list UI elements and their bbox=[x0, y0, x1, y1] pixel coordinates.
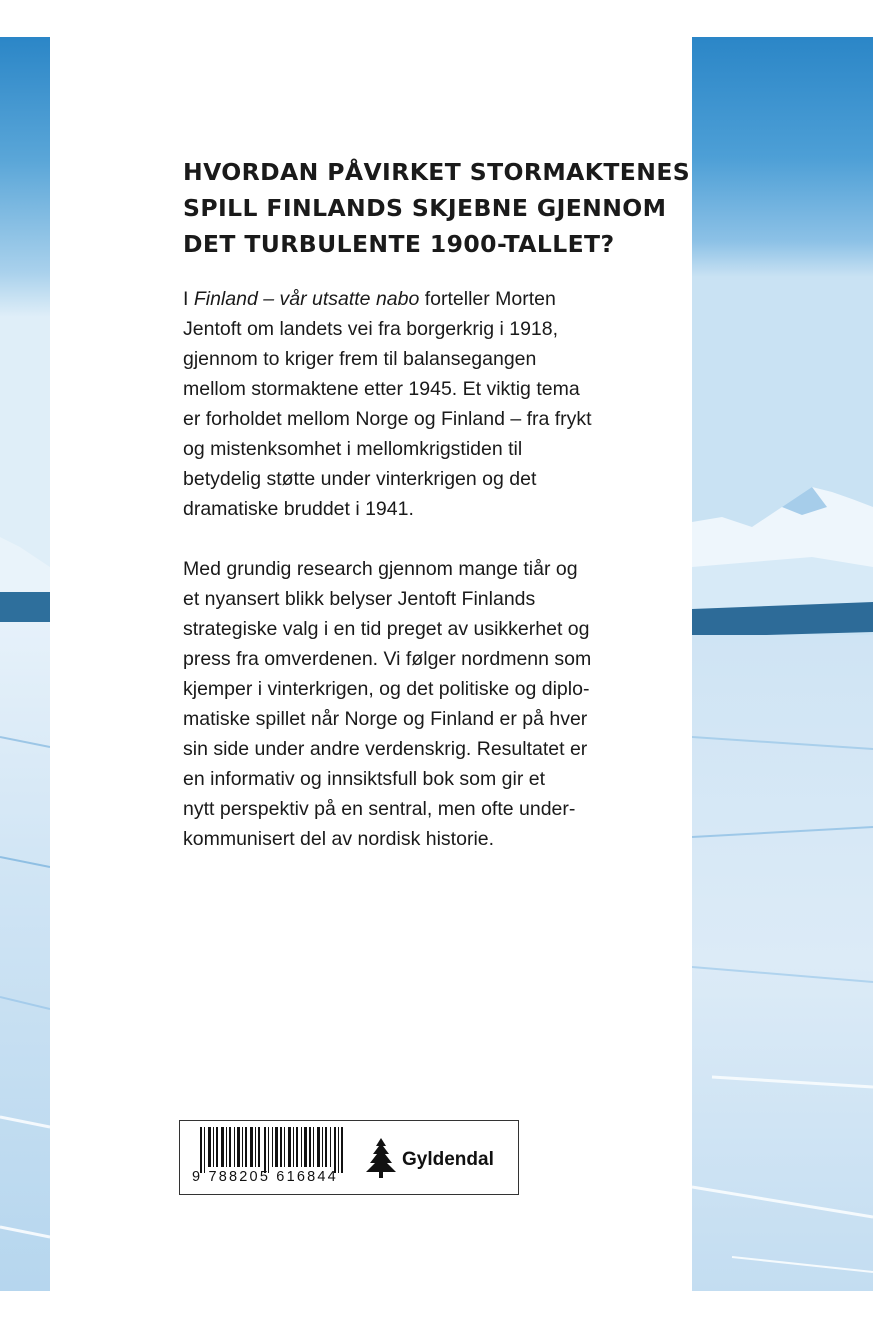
paragraph-line: betydelig støtte under vinterkrigen og det bbox=[183, 468, 537, 490]
headline-line: DET TURBULENTE 1900-TALLET? bbox=[183, 230, 615, 258]
isbn-number: 9 788205 616844 bbox=[192, 1169, 338, 1185]
line-prefix: I bbox=[183, 288, 194, 310]
paragraph-line: dramatiske bruddet i 1941. bbox=[183, 498, 414, 520]
paragraph-line: Jentoft om landets vei fra borgerkrig i 1918, bbox=[183, 318, 559, 340]
line-suffix: forteller Morten bbox=[419, 288, 556, 310]
paragraph-line: et nyansert blikk belyser Jentoft Finlands bbox=[183, 588, 536, 610]
paragraph-line: kjemper i vinterkrigen, og det politiske og diplo- bbox=[183, 678, 590, 700]
headline-line: HVORDAN PÅVIRKET STORMAKTENES bbox=[183, 158, 691, 186]
paragraph-line: nytt perspektiv på en sentral, men ofte under- bbox=[183, 798, 576, 820]
spruce-tree-icon bbox=[364, 1138, 398, 1178]
paragraph-line bbox=[183, 284, 653, 314]
headline-line: SPILL FINLANDS SKJEBNE GJENNOM bbox=[183, 194, 667, 222]
blurb-paragraph-2 bbox=[183, 554, 653, 854]
barcode-box bbox=[179, 1120, 519, 1195]
paragraph-line: er forholdet mellom Norge og Finland – fra frykt bbox=[183, 408, 592, 430]
publisher-name: Gyldendal bbox=[402, 1149, 494, 1170]
paragraph-line: Med grundig research gjennom mange tiår og bbox=[183, 558, 578, 580]
paragraph-line: matiske spillet når Norge og Finland er på hver bbox=[183, 708, 588, 730]
blurb-paragraph-1 bbox=[183, 284, 653, 524]
paragraph-line: gjennom to kriger frem til balansegangen bbox=[183, 348, 537, 370]
landscape-photo-left bbox=[0, 37, 50, 1291]
landscape-photo-right bbox=[692, 37, 873, 1291]
paragraph-line: press fra omverdenen. Vi følger nordmenn som bbox=[183, 648, 592, 670]
paragraph-line: og mistenksomhet i mellomkrigstiden til bbox=[183, 438, 523, 460]
barcode-icon bbox=[200, 1127, 346, 1173]
paragraph-line: en informativ og innsiktsfull bok som gir et bbox=[183, 768, 545, 790]
book-title: Finland – vår utsatte nabo bbox=[193, 288, 420, 310]
paragraph-line: strategiske valg i en tid preget av usikkerhet og bbox=[183, 618, 590, 640]
headline bbox=[183, 154, 691, 262]
paragraph-line: sin side under andre verdenskrig. Resultatet er bbox=[183, 738, 588, 760]
paragraph-line: mellom stormaktene etter 1945. Et viktig tema bbox=[183, 378, 580, 400]
paragraph-line: kommunisert del av nordisk historie. bbox=[183, 828, 495, 850]
